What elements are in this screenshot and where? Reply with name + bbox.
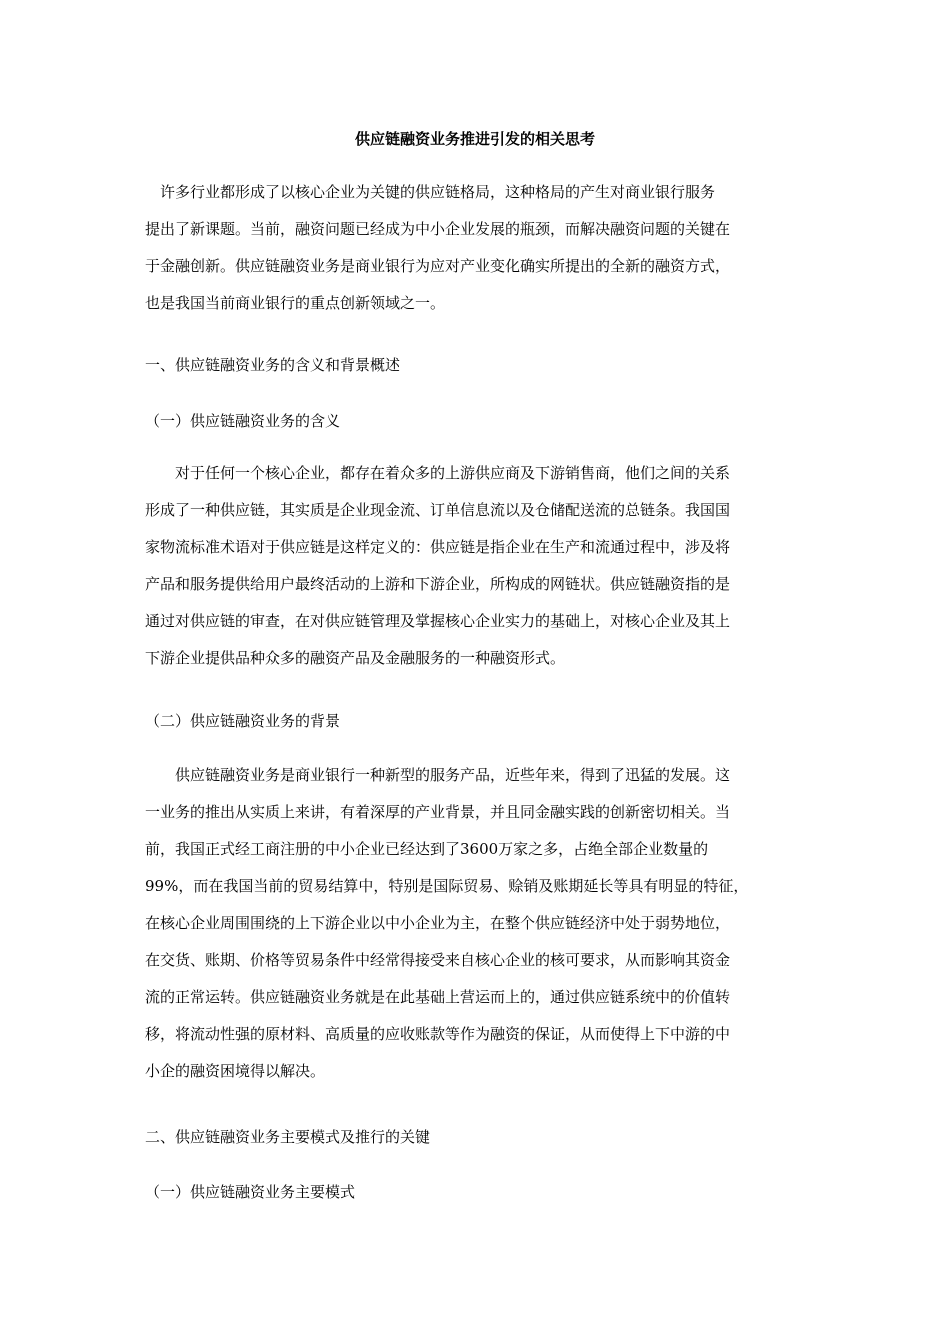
paragraph-line: 供应链融资业务是商业银行一种新型的服务产品，近些年来，得到了迅猛的发展。这 <box>145 766 731 784</box>
paragraph-line: 移，将流动性强的原材料、高质量的应收账款等作为融资的保证，从而使得上下中游的中 <box>145 1025 731 1043</box>
section-2-heading: 二、供应链融资业务主要模式及推行的关键 <box>145 1128 431 1146</box>
paragraph-line: 形成了一种供应链，其实质是企业现金流、订单信息流以及仓储配送流的总链条。我国国 <box>145 501 731 519</box>
section-1-1-paragraph <box>145 455 809 677</box>
paragraph-line: 产品和服务提供给用户最终活动的上游和下游企业，所构成的网链状。供应链融资指的是 <box>145 575 731 593</box>
intro-paragraph <box>145 174 809 322</box>
paragraph-line: 99%，而在我国当前的贸易结算中，特别是国际贸易、赊销及账期延长等具有明显的特征， <box>145 877 749 895</box>
paragraph-line: 流的正常运转。供应链融资业务就是在此基础上营运而上的，通过供应链系统中的价值转 <box>145 988 731 1006</box>
intro-line: 提出了新课题。当前，融资问题已经成为中小企业发展的瓶颈，而解决融资问题的关键在 <box>145 220 731 238</box>
intro-line: 许多行业都形成了以核心企业为关键的供应链格局，这种格局的产生对商业银行服务 <box>145 183 716 201</box>
paragraph-line: 前，我国正式经工商注册的中小企业已经达到了3600万家之多，占绝全部企业数量的 <box>145 840 709 858</box>
paragraph-line: 在交货、账期、价格等贸易条件中经常得接受来自核心企业的核可要求，从而影响其资金 <box>145 951 731 969</box>
paragraph-line: 通过对供应链的审查，在对供应链管理及掌握核心企业实力的基础上，对核心企业及其上 <box>145 612 731 630</box>
paragraph-line: 在核心企业周围围绕的上下游企业以中小企业为主，在整个供应链经济中处于弱势地位， <box>145 914 731 932</box>
intro-line: 于金融创新。供应链融资业务是商业银行为应对产业变化确实所提出的全新的融资方式， <box>145 257 731 275</box>
paragraph-line: 一业务的推出从实质上来讲，有着深厚的产业背景，并且同金融实践的创新密切相关。当 <box>145 803 731 821</box>
paragraph-line: 下游企业提供品种众多的融资产品及金融服务的一种融资形式。 <box>145 649 566 667</box>
section-1-heading: 一、供应链融资业务的含义和背景概述 <box>145 356 401 374</box>
section-1-1-heading: （一）供应链融资业务的含义 <box>145 412 341 430</box>
section-1-2-heading: （二）供应链融资业务的背景 <box>145 712 341 730</box>
paragraph-line: 家物流标准术语对于供应链是这样定义的：供应链是指企业在生产和流通过程中，涉及将 <box>145 538 731 556</box>
paragraph-line: 对于任何一个核心企业，都存在着众多的上游供应商及下游销售商，他们之间的关系 <box>145 464 731 482</box>
paragraph-line: 小企的融资困境得以解决。 <box>145 1062 326 1080</box>
section-1-2-paragraph <box>145 757 809 1090</box>
intro-line: 也是我国当前商业银行的重点创新领域之一。 <box>145 294 446 312</box>
document-title: 供应链融资业务推进引发的相关思考 <box>354 130 595 148</box>
section-2-1-heading: （一）供应链融资业务主要模式 <box>145 1183 356 1201</box>
